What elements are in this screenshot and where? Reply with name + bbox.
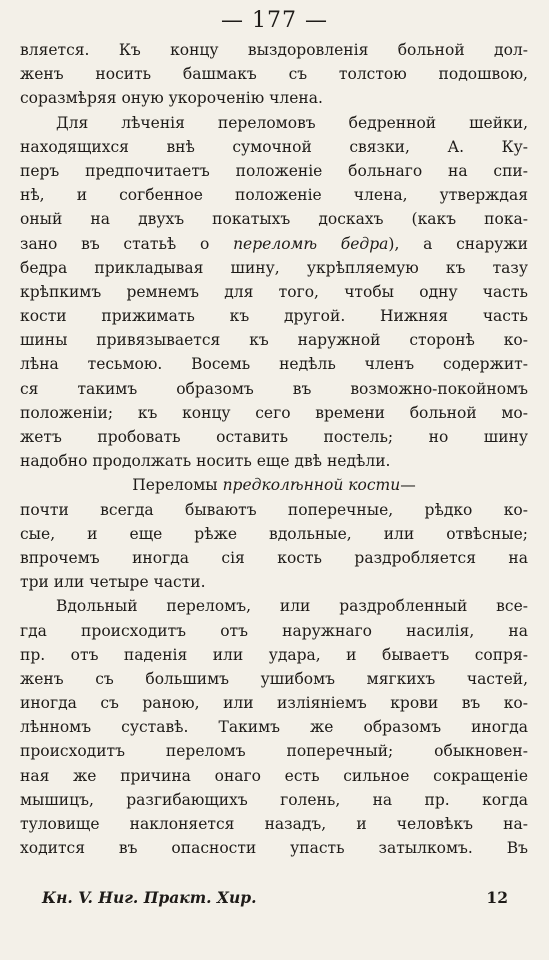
section-heading: [20, 473, 528, 497]
text-line: нѣ, и согбенное положеніе члена, утверждая: [20, 186, 528, 205]
text-line: Для лѣченія переломовъ бедренной шейки,: [56, 113, 528, 132]
text-line: шины привязывается къ наружной сторонѣ ко-: [20, 331, 528, 350]
body-text: [20, 38, 528, 860]
text-line: пр. отъ паденія или удара, и бываетъ сопря-: [20, 645, 528, 664]
text-line: три или четыре части.: [20, 573, 206, 592]
text-line: надобно продолжать носить еще двѣ недѣли.: [20, 452, 391, 471]
text-line: лѣна тесьмою. Восемь недѣль членъ содержит-: [20, 355, 528, 374]
text-line: оный на двухъ покатыхъ доскахъ (какъ пока-: [20, 210, 528, 229]
signature-mark: Кн. V. Ниг. Практ. Хир.: [42, 888, 257, 907]
text-line: крѣпкимъ ремнемъ для того, чтобы одну часть: [20, 282, 528, 301]
text-line: кости прижимать къ другой. Нижняя часть: [20, 307, 528, 326]
text-line: ся такимъ образомъ въ возможно-покойномъ: [20, 379, 528, 398]
text-line: почти всегда бываютъ поперечные, рѣдко ко-: [20, 500, 528, 519]
text-line-part: Переломы: [132, 476, 223, 495]
page-number: — 177 —: [221, 8, 328, 33]
italic-phrase: переломѣ бедра: [233, 234, 389, 253]
text-line: иногда съ раною, или изліяніемъ крови въ ко-: [20, 694, 528, 713]
text-line-part: зано въ статьѣ о: [20, 234, 234, 253]
text-line: соразмѣряя оную укороченію члена.: [20, 89, 323, 108]
text-line-part: ), а снаружи: [388, 234, 528, 253]
text-line: ходится въ опасности упасть затылкомъ. Въ: [20, 839, 528, 858]
text-line: Вдольный переломъ, или раздробленный все-: [56, 597, 528, 616]
sheet-number: 12: [486, 888, 508, 907]
page-footer: [20, 888, 528, 914]
text-line: ная же причина онаго есть сильное сокращеніе: [20, 766, 528, 785]
text-line: туловище наклоняется назадъ, и человѣкъ на-: [20, 815, 528, 833]
text-line: перъ предпочитаетъ положеніе больнаго на спи-: [20, 161, 528, 180]
text-line: вляется. Къ концу выздоровленія больной дол-: [20, 41, 528, 59]
text-line: гда происходитъ отъ наружнаго насилія, на: [20, 621, 528, 640]
text-line: женъ съ большимъ ушибомъ мягкихъ частей,: [20, 669, 528, 688]
text-line: [20, 232, 528, 256]
text-line: сые, и еще рѣже вдольные, или отвѣсные;: [20, 524, 528, 543]
italic-phrase: предколѣнной кости: [222, 476, 401, 495]
text-line: бедра прикладывая шину, укрѣпляемую къ тазу: [20, 258, 528, 277]
text-line: лѣнномъ суставѣ. Такимъ же образомъ иногда: [20, 718, 528, 737]
text-line: происходитъ переломъ поперечный; обыкновен-: [20, 742, 528, 761]
text-line: жетъ пробовать оставить постель; но шину: [20, 428, 528, 446]
text-line: женъ носить башмакъ съ толстою подошвою,: [20, 65, 528, 84]
text-line: находящихся внѣ сумочной связки, А. Ку-: [20, 137, 528, 156]
text-line: мышицъ, разгибающихъ голень, на пр. когда: [20, 790, 528, 809]
text-line: впрочемъ иногда сія кость раздробляется на: [20, 548, 528, 567]
text-line-part: —: [400, 476, 416, 495]
text-line: положеніи; къ концу сего времени больной мо-: [20, 403, 528, 422]
